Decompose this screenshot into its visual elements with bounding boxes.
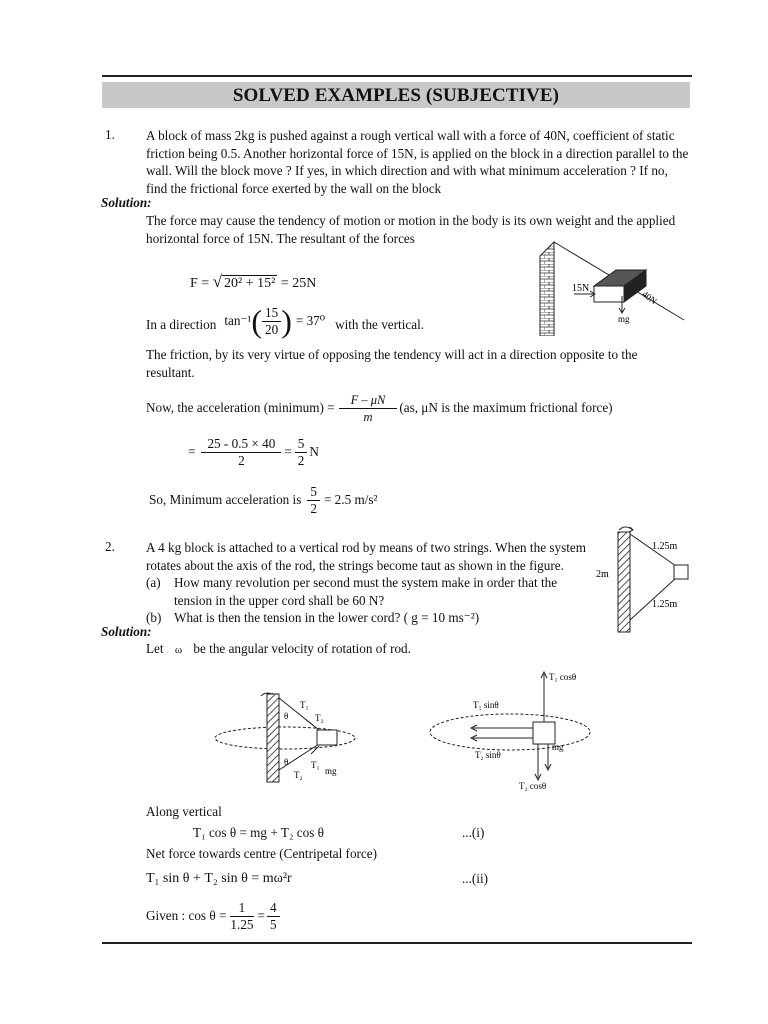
min-fraction [307, 484, 320, 517]
question-line: friction being 0.5. Another horizontal force of 15N, is applied on the block in a direction parallel to the [146, 145, 689, 161]
given-denominator-2: 5 [269, 916, 277, 932]
vertical-rod [267, 694, 279, 782]
weight-label: mg [618, 314, 630, 324]
solution-line: horizontal force of 15N. The resultant of the forces [146, 230, 415, 246]
calc-fraction-2 [295, 436, 308, 469]
page-title: SOLVED EXAMPLES (SUBJECTIVE) [232, 85, 560, 106]
part-a-tag: (a) [146, 575, 161, 590]
friction-line: The friction, by its very virtue of opposing the tendency will act in a direction opposite to the [146, 347, 638, 362]
block [533, 722, 555, 744]
theta-label: θ [284, 711, 289, 721]
equals-sign: = [257, 908, 265, 923]
mg-label: mg [325, 766, 337, 776]
question-line: rotates about the axis of the rod, the strings become taut as shown in the figure. [146, 557, 564, 573]
acceleration-numerator: F – μN [339, 392, 398, 409]
question-line: wall. Will the block move ? If yes, in which direction and with what minimum acceleration ? If no, [146, 163, 668, 178]
tan-fraction [262, 305, 281, 338]
given-text: Given : cos θ = [146, 908, 227, 923]
given-equation [146, 896, 280, 936]
net-force-text: Net force towards centre (Centripetal force) [146, 846, 378, 861]
direction-tail: with the vertical. [335, 317, 425, 332]
question-line: find the frictional force exerted by the wall on the block [146, 180, 442, 196]
sqrt-radicand: 20² + 15² [224, 276, 276, 291]
tan-inverse: tan⁻¹ [224, 313, 252, 328]
t1-lower-label: T₁ [311, 760, 320, 770]
mg-label: mg [552, 742, 564, 752]
question-line: A block of mass 2kg is pushed against a rough vertical wall with a force of 40N, coefficient of static [146, 128, 675, 143]
t1-cos-label: T₁ cosθ [549, 672, 577, 682]
height-label: 2m [596, 569, 609, 580]
tan-denominator: 20 [265, 321, 279, 337]
friction-line: resultant. [146, 364, 195, 380]
tension-arrow [305, 719, 313, 725]
tan-numerator: 15 [262, 305, 281, 322]
vertical-rod [618, 532, 630, 632]
question-line: A 4 kg block is attached to a vertical rod by means of two strings. When the system [146, 540, 586, 555]
equation-1-tag: ...(i) [462, 825, 485, 840]
let-omega-line [146, 641, 411, 657]
direction-text: In a direction [146, 317, 217, 332]
rotating-system-diagram [205, 686, 365, 796]
given-numerator-2: 4 [267, 900, 280, 917]
part-a-line: tension in the upper cord shall be 60 N? [174, 592, 385, 608]
bottom-rule [102, 942, 692, 944]
equals-sign: = [284, 444, 292, 459]
part-b-line: What is then the tension in the lower cord? ( g = 10 ms⁻²) [174, 610, 480, 625]
given-fraction-2 [267, 900, 280, 933]
t2-lower-label: T₂ [294, 770, 303, 780]
sqrt-icon: √ [212, 272, 223, 291]
lower-length-label: 1.25m [652, 599, 678, 610]
calc-denominator-2: 2 [297, 452, 305, 468]
f-rhs: = 25N [280, 276, 317, 291]
wall-block-figure [534, 240, 694, 336]
calc-numerator-2: 5 [295, 436, 308, 453]
force-label-40n: 40N [640, 288, 659, 307]
t1-label: T₁ [300, 700, 309, 710]
t2-cos-label: T₂ cosθ [519, 781, 547, 791]
rod-strings-figure [592, 524, 702, 634]
part-b-tag: (b) [146, 610, 162, 625]
tan-result: = 37⁰ [295, 313, 326, 328]
calc-numerator: 25 - 0.5 × 40 [201, 436, 281, 453]
solution-label: Solution: [101, 624, 152, 639]
minimum-acceleration [149, 480, 377, 520]
acceleration-text: Now, the acceleration (minimum) = [146, 400, 335, 415]
rotation-path [430, 714, 590, 750]
free-body-diagram [425, 668, 605, 796]
brick-wall [540, 242, 554, 336]
block [317, 730, 337, 745]
omega-symbol: ω [174, 644, 183, 656]
left-paren: ( [251, 303, 262, 339]
min-denominator: 2 [310, 500, 317, 516]
t2-sin-label: T₂ sinθ [475, 750, 501, 760]
solution-line: The force may cause the tendency of motion or motion in the body is its own weight and the applied [146, 213, 676, 228]
equation-1: T₁ cos θ = mg + T₂ cos θ [193, 825, 324, 840]
calc-fraction [201, 436, 281, 469]
f-lhs: F = [190, 276, 210, 291]
along-vertical: Along vertical [146, 804, 222, 819]
direction-equation [146, 300, 424, 342]
acceleration-denominator: m [363, 409, 373, 424]
example-2-number: 2. [105, 539, 115, 554]
given-fraction [230, 900, 253, 933]
block [674, 565, 688, 579]
theta-label: θ [284, 757, 289, 767]
tension-arrow [311, 746, 319, 754]
equals-sign: = [188, 444, 196, 459]
let-text: Let [146, 641, 164, 656]
min-result: = 2.5 m/s² [323, 492, 378, 507]
right-paren: ) [281, 303, 292, 339]
let-tail: be the angular velocity of rotation of rod. [193, 641, 411, 656]
part-b [146, 609, 606, 627]
upper-length-label: 1.25m [652, 541, 678, 552]
acceleration-note: (as, μN is the maximum frictional force) [399, 400, 613, 415]
solution-label: Solution: [101, 195, 152, 210]
block-front [594, 286, 624, 302]
t1-sin-label: T₁ sinθ [473, 700, 499, 710]
equation-2: T₁ sin θ + T₂ sin θ = mω²r [146, 871, 292, 886]
resultant-equation [190, 272, 316, 292]
friction-paragraph [146, 346, 691, 381]
example-1-question [146, 127, 691, 197]
equation-2-tag: ...(ii) [462, 871, 489, 886]
calculation-equation [188, 432, 319, 472]
calc-denominator: 2 [238, 452, 245, 468]
acceleration-fraction [339, 392, 398, 425]
example-2-question [146, 539, 606, 627]
part-a [146, 574, 606, 592]
top-rule [102, 75, 692, 77]
min-numerator: 5 [307, 484, 320, 501]
t2-label: T₂ [315, 713, 324, 723]
given-numerator: 1 [230, 900, 253, 917]
given-denominator: 1.25 [230, 916, 254, 932]
example-1-number: 1. [105, 127, 115, 142]
calc-unit: N [309, 444, 319, 459]
acceleration-equation [146, 388, 613, 428]
part-a-line: How many revolution per second must the system make in order that the [174, 575, 558, 590]
min-text: So, Minimum acceleration is [149, 492, 302, 507]
force-label-15n: 15N [572, 283, 590, 294]
